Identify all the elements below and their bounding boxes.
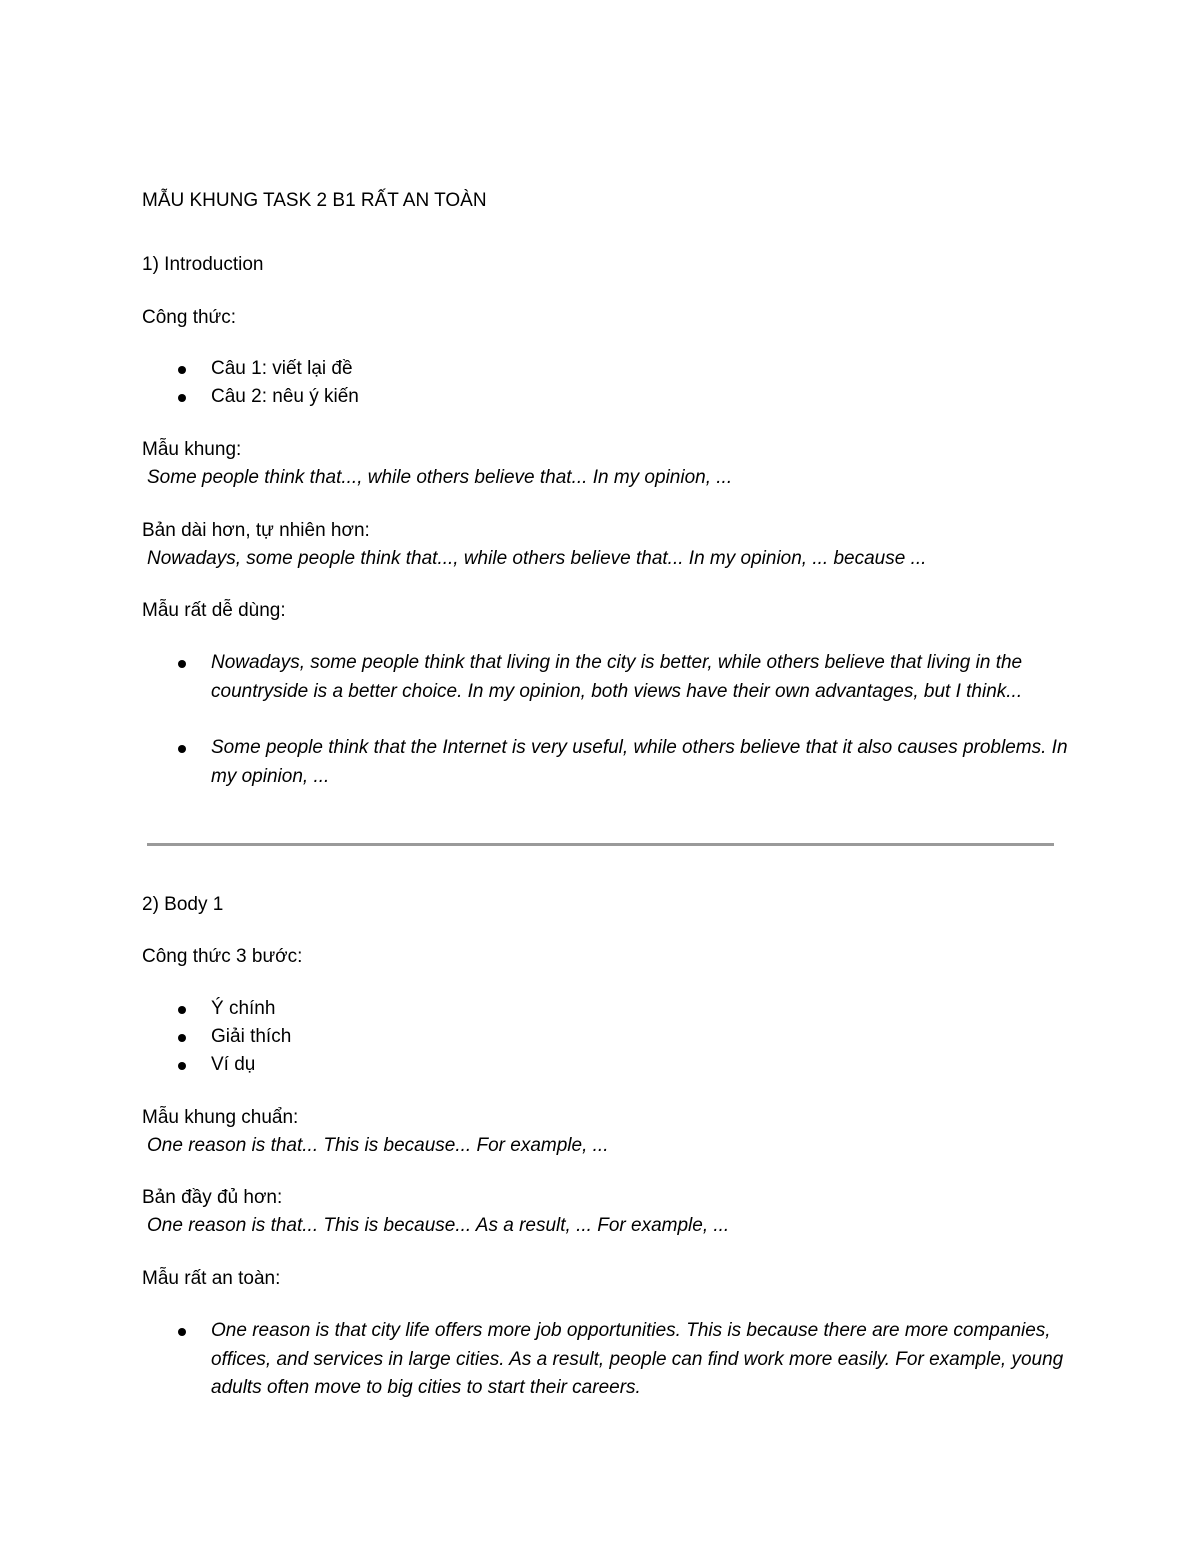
intro-formula-item: Câu 1: viết lại đề: [211, 358, 353, 379]
intro-formula-item: Câu 2: nêu ý kiến: [211, 386, 359, 407]
intro-template-text: Some people think that..., while others believe that... In my opinion, ...: [147, 467, 733, 488]
document-title: MẪU KHUNG TASK 2 B1 RẤT AN TOÀN: [142, 190, 487, 211]
body1-safe-label: Mẫu rất an toàn:: [142, 1268, 281, 1289]
body1-standard-text: One reason is that... This is because... For example, ...: [147, 1135, 609, 1156]
intro-template-label: Mẫu khung:: [142, 439, 242, 460]
intro-longer-text: Nowadays, some people think that..., while others believe that... In my opinion, ... because ...: [147, 548, 927, 569]
bullet-icon: [178, 1328, 186, 1336]
horizontal-divider: [147, 843, 1054, 846]
intro-heading: 1) Introduction: [142, 254, 264, 275]
body1-standard-label: Mẫu khung chuẩn:: [142, 1107, 299, 1128]
bullet-icon: [178, 1062, 186, 1070]
body1-formula-label: Công thức 3 bước:: [142, 946, 303, 967]
intro-easy-label: Mẫu rất dễ dùng:: [142, 600, 286, 621]
body1-full-label: Bản đầy đủ hơn:: [142, 1187, 283, 1208]
body1-formula-item: Ví dụ: [211, 1054, 256, 1075]
bullet-icon: [178, 1006, 186, 1014]
bullet-icon: [178, 745, 186, 753]
body1-formula-item: Ý chính: [211, 998, 276, 1019]
intro-example: Some people think that the Internet is very useful, while others believe that it also causes problems. In my opinion, ...: [211, 737, 1068, 787]
body1-example: One reason is that city life offers more job opportunities. This is because there are more companies, offices, and services in large cities. As a result, people can find work more easily. For example, young adults often move to big cities to start their careers.: [211, 1320, 1064, 1398]
body1-formula-item: Giải thích: [211, 1026, 292, 1047]
body1-heading: 2) Body 1: [142, 894, 224, 915]
body1-full-text: One reason is that... This is because... As a result, ... For example, ...: [147, 1215, 730, 1236]
intro-longer-label: Bản dài hơn, tự nhiên hơn:: [142, 520, 370, 541]
intro-example: Nowadays, some people think that living in the city is better, while others believe that living in the countryside is a better choice. In my opinion, both views have their own advantages, but I think...: [211, 652, 1023, 702]
bullet-icon: [178, 394, 186, 402]
bullet-icon: [178, 660, 186, 668]
bullet-icon: [178, 1034, 186, 1042]
bullet-icon: [178, 366, 186, 374]
intro-formula-label: Công thức:: [142, 307, 237, 328]
